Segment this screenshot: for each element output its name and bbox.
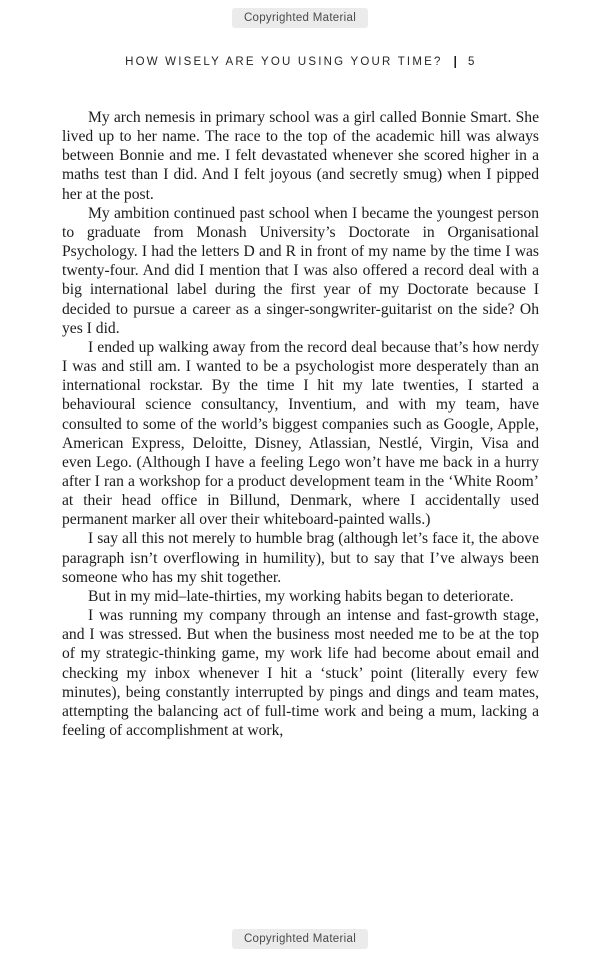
paragraph: I ended up walking away from the record deal because that’s how nerdy I was and still am. I wanted to be a psychologist more desperately than an international rockstar. By the time I hit my late twenties, I started a behavioural science consultancy, Inventium, and with my team, have consulted to some of the world’s biggest companies such as Google, Apple, American Express, Deloitte, Disney, Atlassian, Nestlé, Virgin, Visa and even Lego. (Although I have a feeling Lego won’t have me back in a hurry after I ran a workshop for a product development team in the ‘White Room’ at their head office in Billund, Denmark, where I accidentally used permanent marker all over their whiteboard-painted walls.) — [62, 338, 539, 529]
running-header — [0, 56, 600, 68]
paragraph: My ambition continued past school when I became the youngest person to graduate from Monash University’s Doctorate in Organisational Psychology. I had the letters D and R in front of my name by the time I was twenty-four. And did I mention that I was also offered a record deal with a big international label during the first year of my Doctorate because I decided to pursue a career as a singer-songwriter-guitarist on the side? Oh yes I did. — [62, 204, 539, 337]
copyright-notice-top — [0, 8, 600, 28]
paragraph: My arch nemesis in primary school was a girl called Bonnie Smart. She lived up to her name. The race to the top of the academic hill was always between Bonnie and me. I felt devastated whenever she scored higher in a maths test than I did. And I felt joyous (and secretly smug) when I pipped her at the post. — [62, 109, 539, 203]
body-text — [62, 108, 539, 740]
paragraph: I was running my company through an intense and fast-growth stage, and I was stressed. But when the business most needed me to be at the top of my strategic-thinking game, my work life had become about email and checking my inbox whenever I hit a ‘stuck’ point (literally every few minutes), being constantly interrupted by pings and dings and team mates, attempting the balancing act of full-time work and being a mum, lacking a feeling of accomplishment at work, — [62, 607, 539, 739]
copyright-notice-top-label: Copyrighted Material — [232, 8, 368, 28]
page-number: 5 — [468, 56, 475, 68]
paragraph: I say all this not merely to humble brag (although let’s face it, the above paragraph isn’t overflowing in humility), but to say that I’ve always been someone who has my shit together. — [62, 530, 539, 586]
chapter-title: HOW WISELY ARE YOU USING YOUR TIME? — [125, 56, 443, 68]
paragraph: But in my mid–late-thirties, my working habits began to deteriorate. — [88, 587, 514, 605]
copyright-notice-bottom-label: Copyrighted Material — [232, 929, 368, 949]
header-separator: | — [453, 55, 459, 69]
copyright-notice-bottom — [0, 929, 600, 949]
